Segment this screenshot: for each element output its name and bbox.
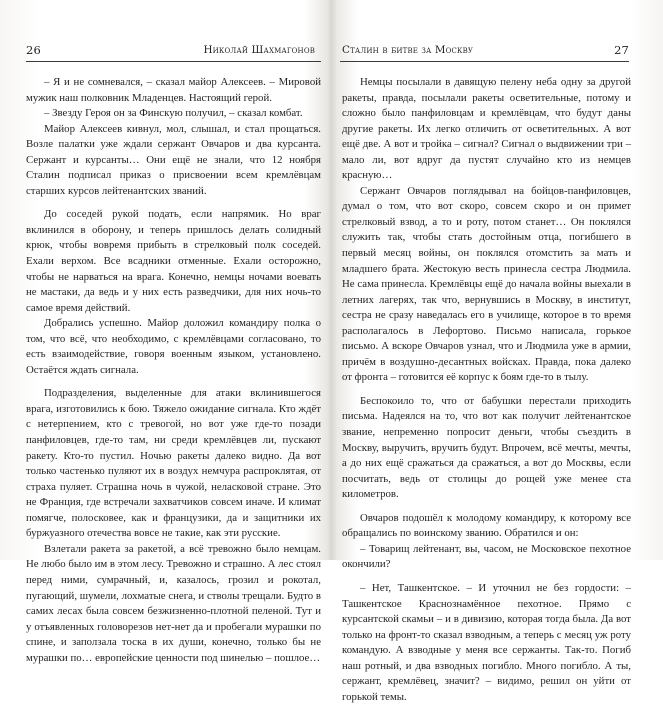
left-running-head: Николай Шахмагонов	[203, 44, 315, 56]
paragraph: Майор Алексеев кивнул, мол, слышал, и стал прощаться. Возле палатки уже ждали сержант Овчаров и два курсанта. Сержант и курсанты… Они ещё не знали, что 12 ноября Сталин подписал приказ о присвоении всем кремлёвцам старших курсов лейтенантских званий.	[26, 122, 321, 197]
left-page-header	[26, 43, 321, 62]
right-page	[332, 0, 663, 703]
paragraph: – Я и не сомневался, – сказал майор Алексеев. – Мировой мужик наш полковник Младенцев. Настоящий герой.	[26, 76, 321, 104]
paragraph: Немцы посылали в давящую пелену неба одну за другой ракеты, правда, посылали ракеты осветительные, потому и сложно было панфиловцам и кремлёвцам, что будут даны другие ракеты. Их легко отличить от осветительных. А вот ещё две. А вот и тройка – сигнал? Сигнал о выдвижении три – мало ли, вот вдруг да пустят случайно кто из немцев красную…	[342, 76, 631, 182]
paragraph: Подразделения, выделенные для атаки вклинившегося врага, изготовились к бою. Тяжело ожидание сигнала. Кто ждёт с нетерпением, кто с тревогой, но вот уже где-то позади панфиловцев, где-то там, ни среди кремлёвцев ли, пускают ракету. Кто-то пустил. Ночью ракеты далеко видно. Да вот только частенько пуляют их в воздух немчура распроклятая, от страха пуляет. Страшна ночь в чужой, неласковой стране. Это не Франция, где встречали захватчиков совсем иначе. И климат помягче, полосковее, как и французики, да и защитники их буржуазного отечества вовсе не такие, как эти русские.	[26, 387, 321, 540]
paragraph: Сержант Овчаров поглядывал на бойцов-панфиловцев, думал о том, что вот скоро, совсем скоро и он примет стрелковый взвод, а то и роту, потом станет… Он поклялся служить так, чтобы стать достойным отца, погибшего в первый месяц войны, он поклялся отомстить за мать и младшего брата. Жестокую весть принесла сестра Людмила. Не сама принесла. Кремлёвцы ещё до начала войны выехали в летних лагерях, так что, вернувшись в Москву, в институт, сестра не сразу наведалась его в училище, которое в то время располагалось в Лефортово. Письмо написала, горькое письмо. А вскоре Овчаров узнал, что и Людмила уже в армии, причём в воздушно-десантных войсках. Правда, пока далеко от фронта – готовится её корпус к боям где-то в тылу.	[342, 184, 631, 384]
paragraph: – Нет, Ташкентское. – И уточнил не без гордости: – Ташкентское Краснознамённое пехотное. Прямо с курсантской скамьи – и в дивизию, которая тогда была. Да вот только на фронт-то сказал взводным, а теперь с месяц уж роту командую. А взводные у меня все сержанты. Так-то. Погиб наш ротный, и два взводных погибло. Много погибло. А ты, сержант, кремлёвец, значит? – видимо, решил он уйти от горькой темы.	[342, 581, 631, 703]
right-page-number: 27	[614, 43, 629, 57]
paragraph: До соседей рукой подать, если напрямик. Но враг вклинился в оборону, и теперь пришлось делать солидный крюк, чтобы вовремя прибыть в стрелковый полк соседей. Ехали верхом. Все всадники отменные. Ехали осторожно, чтобы не нарваться на врага. Конечно, немцы ночами воевать не мастаки, да ведь и у них есть разведчики, для них ночь-то самое время действий.	[26, 208, 321, 314]
left-page	[0, 0, 331, 664]
right-running-head: Сталин в битве за Москву	[342, 44, 474, 56]
right-page-body	[342, 75, 631, 705]
paragraph: Овчаров подошёл к молодому командиру, к которому все обращались по воинскому званию. Обратился и он:	[342, 511, 631, 540]
paragraph: – Товарищ лейтенант, вы, часом, не Московское пехотное окончили?	[342, 542, 631, 571]
paragraph: Добрались успешно. Майор доложил командиру полка о том, что всё, что необходимо, с кремлёвцами согласовано, то есть взаимодействие, говоря военным языком, установлено. Остаётся ждать сигнала.	[26, 317, 321, 376]
left-page-number: 26	[26, 43, 41, 57]
paragraph: Беспокоило то, что от бабушки перестали приходить письма. Надеялся на то, что вот как получит лейтенантское звание, непременно попросит деньги, чтобы съездить в Москву, выручить, вручить будут. Впрочем, всё мечты, мечты, а до них ещё сражаться да сражаться, а вот до Москвы, если посчитать, ведь от столицы до рощей уже менее ста километров.	[342, 394, 631, 501]
paragraph: Взлетали ракета за ракетой, а всё тревожно было немцам. Не любо было им в этом лесу. Тревожно и страшно. А лес стоял перед ними, сумрачный, и, казалось, грозил и рокотал, пугающий, шумели, лохматые снега, и стволы трещали. Будто в самих лесах была совсем безжизненно-плотной пеленой. Тут и у отъявленных головорезов нет-нет да и пробегали мурашки по спине, и заползала тоска в их души, конечно, только бы не мурашки по… европейские ценности под шинелью – пошлое…	[26, 542, 321, 664]
right-page-header	[340, 43, 629, 62]
left-page-body	[26, 75, 321, 666]
paragraph: – Звезду Героя он за Финскую получил, – сказал комбат.	[44, 107, 303, 120]
